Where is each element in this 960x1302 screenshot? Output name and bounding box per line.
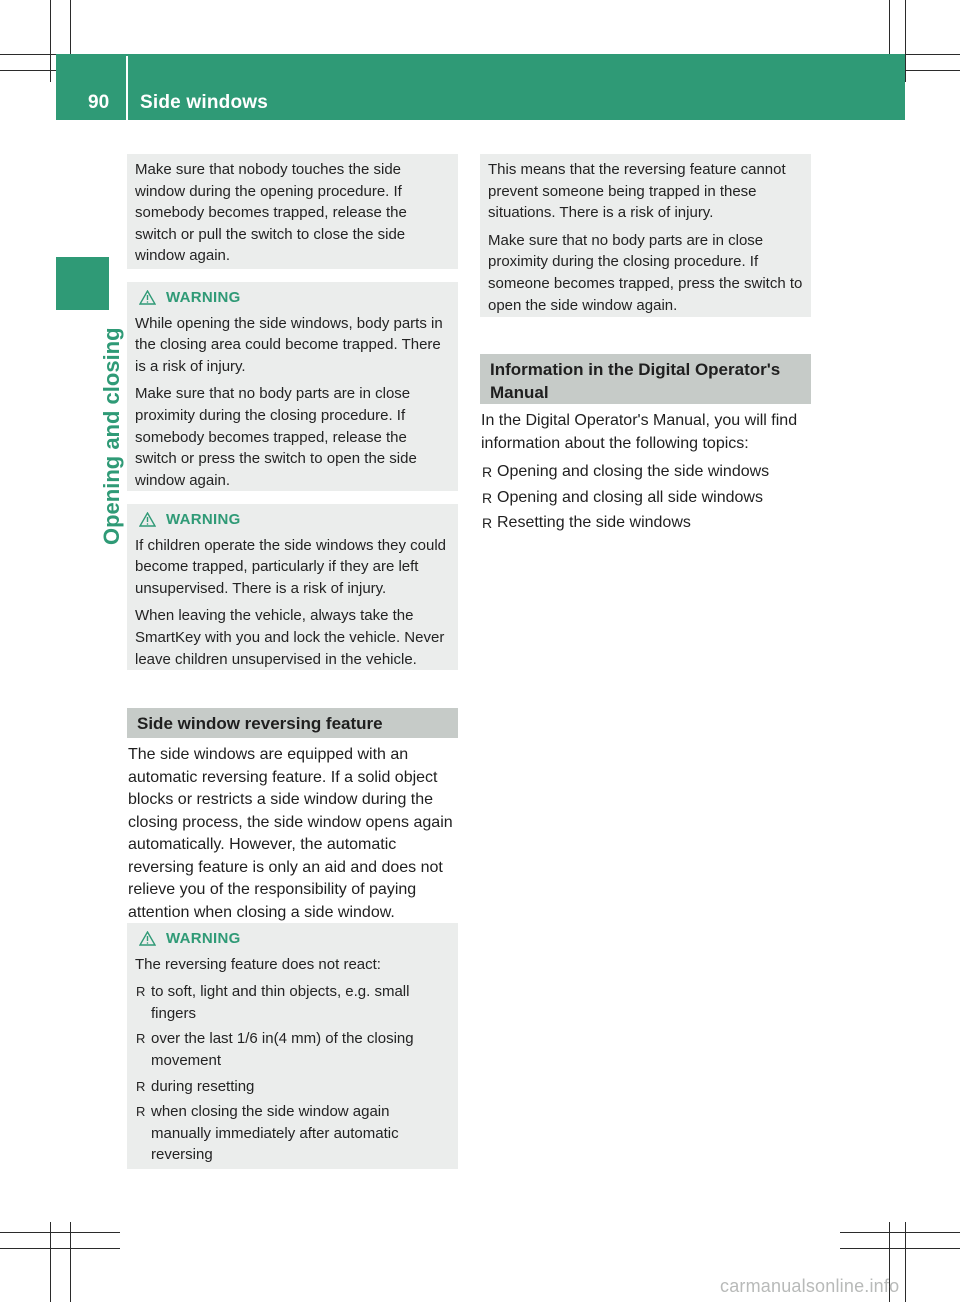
list-item: R over the last 1/6 in(4 mm) of the closing movement bbox=[135, 1028, 450, 1071]
warning-label: WARNING bbox=[166, 289, 241, 306]
warning-heading bbox=[135, 287, 450, 309]
topic-list bbox=[481, 461, 813, 535]
warning-bullets bbox=[135, 981, 450, 1166]
note-box bbox=[127, 154, 458, 269]
warning-box-1 bbox=[127, 282, 458, 491]
section-heading: Information in the Digital Operator's Manual bbox=[480, 354, 811, 404]
section-body bbox=[128, 744, 460, 930]
crop-mark bbox=[0, 1232, 120, 1233]
section-paragraph: The side windows are equipped with an automatic reversing feature. If a solid object blocks or restricts a side window during the closing process, the side window opens again automatically. However, the automatic reversing feature is only an aid and does not relieve you of the responsibility of paying attention when closing a side window. bbox=[128, 746, 453, 921]
warning-box-2 bbox=[127, 504, 458, 670]
crop-mark bbox=[50, 1222, 51, 1302]
list-item: R Opening and closing the side windows bbox=[481, 461, 813, 484]
warning-paragraph: This means that the reversing feature cannot prevent someone being trapped in these situations. There is a risk of injury. bbox=[488, 161, 786, 222]
warning-paragraph: Make sure that no body parts are in close proximity during the closing procedure. If somebody becomes trapped, release the switch or press the switch to open the side window again. bbox=[135, 385, 417, 489]
list-item: R when closing the side window again manually immediately after automatic reversing bbox=[135, 1101, 450, 1166]
page-title: Side windows bbox=[140, 92, 269, 113]
chapter-tab bbox=[56, 257, 109, 310]
crop-mark bbox=[905, 1222, 906, 1302]
crop-mark bbox=[0, 1248, 120, 1249]
warning-paragraph: Make sure that no body parts are in close proximity during the closing procedure. If someone becomes trapped, press the switch to open the side window again. bbox=[488, 231, 803, 314]
section-paragraph: In the Digital Operator's Manual, you will find information about the following topics: bbox=[481, 412, 798, 452]
warning-icon bbox=[139, 931, 156, 946]
warning-label: WARNING bbox=[166, 930, 241, 947]
warning-box-3 bbox=[127, 923, 458, 1169]
list-item: R during resetting bbox=[135, 1076, 450, 1098]
header-divider bbox=[126, 56, 128, 120]
crop-mark bbox=[840, 1232, 960, 1233]
warning-heading bbox=[135, 928, 450, 950]
warning-paragraph: While opening the side windows, body parts in the closing area could become trapped. There is a risk of injury. bbox=[135, 314, 443, 375]
warning-paragraph: When leaving the vehicle, always take the SmartKey with you and lock the vehicle. Never leave children unsupervised in the vehicle. bbox=[135, 607, 445, 668]
warning-paragraph: If children operate the side windows they could become trapped, particularly if they are left unsupervised. There is a risk of injury. bbox=[135, 536, 447, 597]
crop-mark bbox=[70, 1222, 71, 1302]
section-heading: Side window reversing feature bbox=[127, 708, 458, 738]
list-item: R to soft, light and thin objects, e.g. small fingers bbox=[135, 981, 450, 1024]
note-text: Make sure that nobody touches the side window during the opening procedure. If somebody becomes trapped, release the switch or pull the switch to close the side window again. bbox=[135, 161, 407, 265]
crop-mark bbox=[840, 1248, 960, 1249]
section-body bbox=[481, 410, 813, 538]
chapter-label: Opening and closing bbox=[99, 327, 124, 545]
watermark: carmanualsonline.info bbox=[720, 1276, 900, 1296]
continued-warning-box bbox=[480, 154, 811, 317]
list-item: R Resetting the side windows bbox=[481, 512, 813, 535]
warning-label: WARNING bbox=[166, 511, 241, 528]
page-number: 90 bbox=[88, 92, 110, 113]
warning-icon bbox=[139, 512, 156, 527]
warning-heading bbox=[135, 509, 450, 531]
warning-intro: The reversing feature does not react: bbox=[135, 955, 381, 973]
list-item: R Opening and closing all side windows bbox=[481, 487, 813, 510]
warning-icon bbox=[139, 290, 156, 305]
